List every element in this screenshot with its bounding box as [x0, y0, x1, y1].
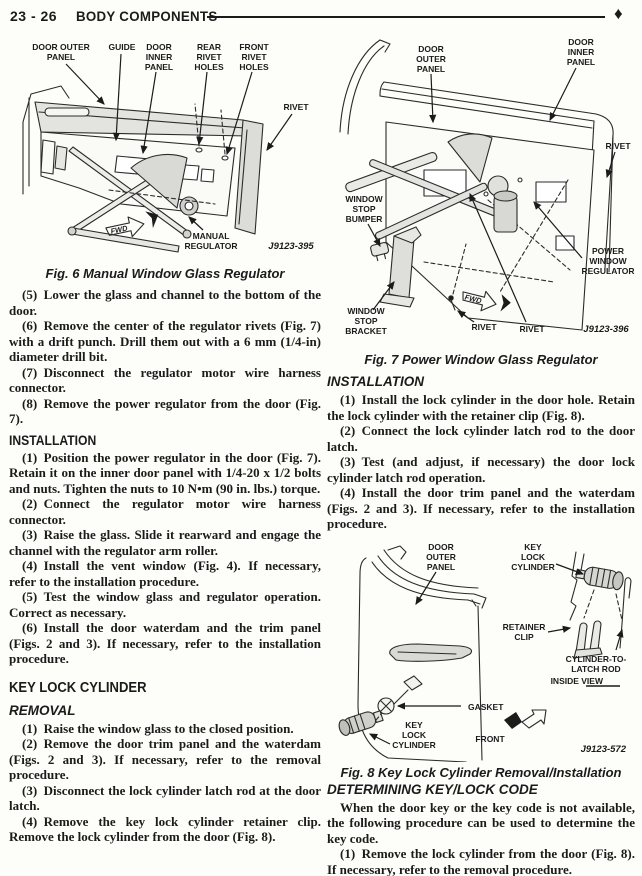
step-paragraph: (5) Test the window glass and regulator operation. Correct as necessary. [9, 589, 321, 620]
step-paragraph: (5) Lower the glass and channel to the bottom of the door. [9, 287, 321, 318]
fig8-illustration [327, 536, 635, 762]
fig6-door-inner-panel-label: DOOR [146, 42, 172, 52]
step-paragraph: (8) Remove the power regulator from the door (Fig. 7). [9, 395, 321, 426]
left-column [9, 38, 321, 845]
fig8-inside-view-drawing [570, 552, 631, 658]
fig7-caption: Fig. 7 Power Window Glass Regulator [364, 352, 598, 367]
installation-heading-left: INSTALLATION [9, 432, 97, 448]
fig7-door-inner-panel-label: DOOR [568, 37, 594, 47]
fig7-rivet-a-label: RIVET [471, 322, 497, 332]
step-paragraph: (1) Raise the window glass to the closed position. [22, 720, 294, 736]
fig8-inside-view-label: INSIDE VIEW [550, 675, 603, 686]
fig6-door-outer-panel-label: PANEL [46, 52, 76, 62]
step-paragraph: (1) Position the power regulator in the door (Fig. 7). Retain it on the inner door panel with 1/4-20 x 1/2 bolts and nuts. Tighten the nuts to 10 N•m (90 in. lbs.) torque. [9, 449, 321, 496]
installation-heading-right: INSTALLATION [327, 374, 424, 389]
step-paragraph: (4) Install the vent window (Fig. 4). If necessary, refer to the installation procedure. [9, 558, 321, 589]
step-paragraph: (3) Disconnect the lock cylinder latch rod at the door latch. [9, 782, 321, 813]
fig6-illustration [9, 38, 321, 262]
fig6-front-rivet-holes-label: HOLES [239, 62, 269, 72]
fig6-fwd-label: FWD [109, 223, 129, 236]
fig7-power-window-regulator-label: WINDOW [589, 256, 627, 266]
fig7-window-stop-bracket-label: STOP [354, 316, 378, 326]
step-paragraph: (6) Remove the center of the regulator rivets (Fig. 7) with a drift punch. Drill them out with a 6 mm (1/4-in) diameter drill bit. [9, 318, 321, 364]
fig7-door-inner-panel-label: INNER [567, 47, 595, 57]
fig8-key-lock-cylinder-bottom-label: LOCK [401, 729, 427, 740]
page-header [0, 6, 642, 28]
fig6-front-rivet-holes-label: RIVET [241, 52, 267, 62]
fig6-front-rivet-holes-label: FRONT [239, 42, 269, 52]
step-paragraph: (4) Install the door trim panel and the waterdam (Figs. 2 and 3). If necessary, refer to the installation procedure. [327, 485, 635, 531]
fig6-rear-rivet-holes-label: REAR [196, 42, 222, 52]
fig7-door-outer-panel-label: DOOR [418, 44, 444, 54]
page-title: BODY COMPONENTS [76, 8, 218, 24]
step-paragraph: (6) Install the door waterdam and the trim panel (Figs. 2 and 3). If necessary, refer to the installation procedure. [9, 620, 321, 666]
fig8-key-lock-cylinder-top-label: LOCK [520, 551, 546, 562]
step-paragraph: (4) Remove the key lock cylinder retainer clip. Remove the lock cylinder from the door (Fig. 8). [9, 813, 321, 844]
fig7-illustration [327, 30, 635, 350]
fig7-door-drawing [340, 40, 613, 330]
fig7-door-outer-panel-label: PANEL [416, 64, 446, 74]
page-number: 23 - 26 [10, 8, 58, 24]
step-paragraph: (2) Remove the door trim panel and the waterdam (Figs. 2 and 3). If necessary, refer to the removal procedure. [9, 736, 321, 782]
fig6-rear-rivet-holes-label: HOLES [194, 62, 224, 72]
fig7-rivet-b-label: RIVET [519, 324, 545, 334]
fig8-gasket-label: GASKET [468, 701, 504, 712]
fig6-rear-rivet-holes-label: RIVET [196, 52, 222, 62]
fig8-door-outer-panel-label: OUTER [426, 551, 456, 562]
fig8-front-label: FRONT [475, 733, 505, 744]
fig8-retainer-clip-label: RETAINER [502, 621, 546, 632]
fig6-guide-label: GUIDE [108, 42, 136, 52]
fig7-power-window-regulator-label: REGULATOR [581, 266, 635, 276]
fig6-door-inner-panel-label: PANEL [144, 62, 174, 72]
fig8-retainer-clip-label: CLIP [514, 631, 534, 642]
fig8-key-lock-cylinder-top-label: KEY [524, 541, 542, 552]
fig7-window-stop-bumper-label: STOP [352, 204, 376, 214]
fig6-door-drawing [23, 86, 263, 252]
fig7-rivet-right-label: RIVET [605, 141, 631, 151]
header-rule [207, 16, 605, 18]
fig7-fwd-label: FWD [463, 292, 483, 306]
fig6-manual-regulator-label: REGULATOR [184, 241, 238, 251]
fig6-door-outer-panel-label: DOOR OUTER [32, 42, 90, 52]
intro-paragraph: When the door key or the key code is not available, the following procedure can be used to determine the key code. [327, 799, 635, 846]
diamond-icon: ♦ [614, 4, 623, 23]
fig7-door-outer-panel-label: OUTER [416, 54, 446, 64]
step-paragraph: (2) Connect the regulator motor wire harness connector. [9, 496, 321, 527]
fig6-manual-regulator-label: MANUAL [192, 231, 230, 241]
fig8-key-lock-cylinder-bottom-label: KEY [405, 719, 423, 730]
fig8-cylinder-to-latch-rod-label: CYLINDER-TO- [565, 653, 627, 664]
fig7-power-window-regulator-label: POWER [591, 246, 625, 256]
fig6-figure-code: J9123-395 [268, 241, 314, 252]
fig8-key-lock-cylinder-bottom-label: CYLINDER [392, 739, 436, 750]
fig6-caption: Fig. 6 Manual Window Glass Regulator [45, 266, 285, 281]
step-paragraph: (7) Disconnect the regulator motor wire harness connector. [9, 364, 321, 395]
step-paragraph: (2) Connect the lock cylinder latch rod to the door latch. [327, 423, 635, 454]
right-column [327, 30, 635, 876]
fig8-door-outer-panel-label: DOOR [428, 541, 454, 552]
fig7-figure-code: J9123-396 [583, 324, 629, 335]
fig8-door-outer-panel-label: PANEL [426, 561, 456, 572]
step-paragraph: (3) Raise the glass. Slide it rearward and engage the channel with the regulator arm roller. [9, 527, 321, 558]
fig8-cylinder-to-latch-rod-label: LATCH ROD [571, 663, 621, 674]
step-paragraph: (1) Remove the lock cylinder from the door (Fig. 8). If necessary, refer to the removal procedure. [327, 846, 635, 876]
removal-heading: REMOVAL [9, 702, 76, 718]
fig8-key-lock-cylinder-top-label: CYLINDER [511, 561, 555, 572]
determining-key-lock-code-heading: DETERMINING KEY/LOCK CODE [327, 781, 538, 797]
fig6-rivet-label: RIVET [283, 102, 309, 112]
step-paragraph: (3) Test (and adjust, if necessary) the door lock cylinder latch rod operation. [327, 454, 635, 485]
fig8-front-arrows [504, 710, 546, 729]
fig7-window-stop-bumper-label: BUMPER [345, 214, 383, 224]
step-paragraph: (1) Install the lock cylinder in the door hole. Retain the lock cylinder with the retainer clip (Fig. 8). [327, 392, 635, 423]
fig7-window-stop-bracket-label: WINDOW [347, 306, 385, 316]
fig7-window-stop-bracket-label: BRACKET [345, 326, 387, 336]
fig7-door-inner-panel-label: PANEL [566, 57, 596, 67]
fig8-caption: Fig. 8 Key Lock Cylinder Removal/Installation [340, 764, 622, 780]
fig6-door-inner-panel-label: INNER [145, 52, 173, 62]
fig7-window-stop-bumper-label: WINDOW [345, 194, 383, 204]
key-lock-cylinder-heading: KEY LOCK CYLINDER [9, 679, 147, 696]
fig8-exploded-cylinder-drawing [337, 698, 394, 737]
fig8-figure-code: J9123-572 [580, 743, 626, 755]
